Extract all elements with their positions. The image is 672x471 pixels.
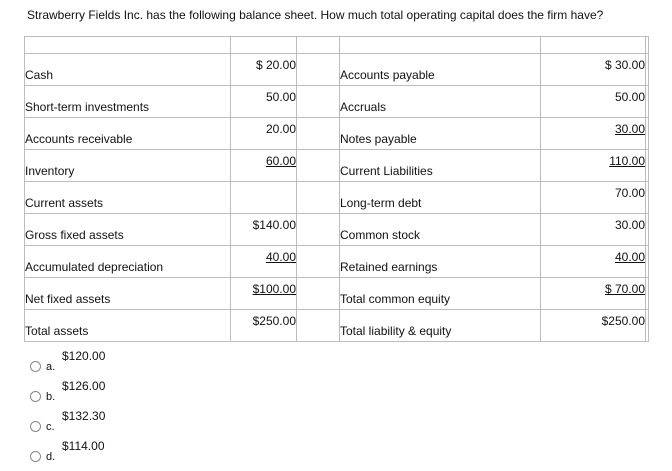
asset-value bbox=[231, 182, 297, 214]
option-text: $114.00 bbox=[62, 439, 105, 453]
asset-label: Inventory bbox=[25, 150, 231, 182]
asset-label: Cash bbox=[25, 54, 231, 86]
spacer-cell bbox=[646, 86, 649, 118]
asset-value: 20.00 bbox=[231, 118, 297, 150]
spacer-cell bbox=[646, 54, 649, 86]
liability-label: Retained earnings bbox=[340, 246, 541, 278]
asset-value: $250.00 bbox=[231, 310, 297, 342]
asset-label: Accumulated depreciation bbox=[25, 246, 231, 278]
liability-label: Accounts payable bbox=[340, 54, 541, 86]
liability-value: 30.00 bbox=[541, 118, 646, 150]
spacer-cell bbox=[297, 86, 340, 118]
spacer-cell bbox=[646, 150, 649, 182]
asset-value: $100.00 bbox=[231, 278, 297, 310]
liability-label: Notes payable bbox=[340, 118, 541, 150]
liability-label: Accruals bbox=[340, 86, 541, 118]
table-row bbox=[25, 118, 649, 150]
asset-value: 50.00 bbox=[231, 86, 297, 118]
option-text: $132.30 bbox=[62, 409, 106, 423]
table-row bbox=[25, 278, 649, 310]
liability-value: 50.00 bbox=[541, 86, 646, 118]
liability-value: $ 30.00 bbox=[541, 54, 646, 86]
radio-button[interactable] bbox=[30, 421, 41, 432]
spacer-cell bbox=[297, 118, 340, 150]
liability-value: $250.00 bbox=[541, 310, 646, 342]
radio-button[interactable] bbox=[30, 361, 41, 372]
liability-label: Total liability & equity bbox=[340, 310, 541, 342]
asset-label: Accounts receivable bbox=[25, 118, 231, 150]
spacer-cell bbox=[646, 214, 649, 246]
spacer-cell bbox=[297, 214, 340, 246]
spacer-cell bbox=[297, 150, 340, 182]
table-row bbox=[25, 182, 649, 214]
table-row bbox=[25, 214, 649, 246]
table-row bbox=[25, 246, 649, 278]
spacer-cell bbox=[646, 182, 649, 214]
spacer-cell bbox=[297, 246, 340, 278]
option-letter: d. bbox=[46, 451, 56, 463]
balance-sheet-table bbox=[24, 36, 649, 342]
asset-label: Current assets bbox=[25, 182, 231, 214]
spacer-cell bbox=[646, 246, 649, 278]
option-letter: c. bbox=[46, 421, 55, 433]
option-text: $126.00 bbox=[62, 379, 106, 393]
liability-value: 110.00 bbox=[541, 150, 646, 182]
table-row bbox=[25, 54, 649, 86]
liability-value: $ 70.00 bbox=[541, 278, 646, 310]
spacer-cell bbox=[646, 310, 649, 342]
asset-value: 60.00 bbox=[231, 150, 297, 182]
spacer-cell bbox=[297, 182, 340, 214]
table-row bbox=[25, 86, 649, 118]
radio-button[interactable] bbox=[30, 451, 41, 462]
spacer-cell bbox=[646, 118, 649, 150]
option-letter: b. bbox=[46, 391, 56, 403]
liability-value: 70.00 bbox=[541, 182, 646, 214]
liability-value: 40.00 bbox=[541, 246, 646, 278]
option-text: $120.00 bbox=[62, 349, 106, 363]
asset-label: Net fixed assets bbox=[25, 278, 231, 310]
question-text: Strawberry Fields Inc. has the following balance sheet. How much total operating capital does the firm have? bbox=[27, 8, 604, 22]
spacer-cell bbox=[297, 310, 340, 342]
table-row bbox=[25, 310, 649, 342]
asset-label: Total assets bbox=[25, 310, 231, 342]
spacer-cell bbox=[297, 278, 340, 310]
liability-label: Current Liabilities bbox=[340, 150, 541, 182]
asset-label: Short-term investments bbox=[25, 86, 231, 118]
radio-button[interactable] bbox=[30, 391, 41, 402]
table-header-row bbox=[25, 37, 649, 54]
option-letter: a. bbox=[46, 361, 56, 373]
liability-label: Common stock bbox=[340, 214, 541, 246]
asset-value: $ 20.00 bbox=[231, 54, 297, 86]
asset-value: 40.00 bbox=[231, 246, 297, 278]
liability-value: 30.00 bbox=[541, 214, 646, 246]
asset-label: Gross fixed assets bbox=[25, 214, 231, 246]
spacer-cell bbox=[646, 278, 649, 310]
table-row bbox=[25, 150, 649, 182]
liability-label: Total common equity bbox=[340, 278, 541, 310]
liability-label: Long-term debt bbox=[340, 182, 541, 214]
asset-value: $140.00 bbox=[231, 214, 297, 246]
spacer-cell bbox=[297, 54, 340, 86]
